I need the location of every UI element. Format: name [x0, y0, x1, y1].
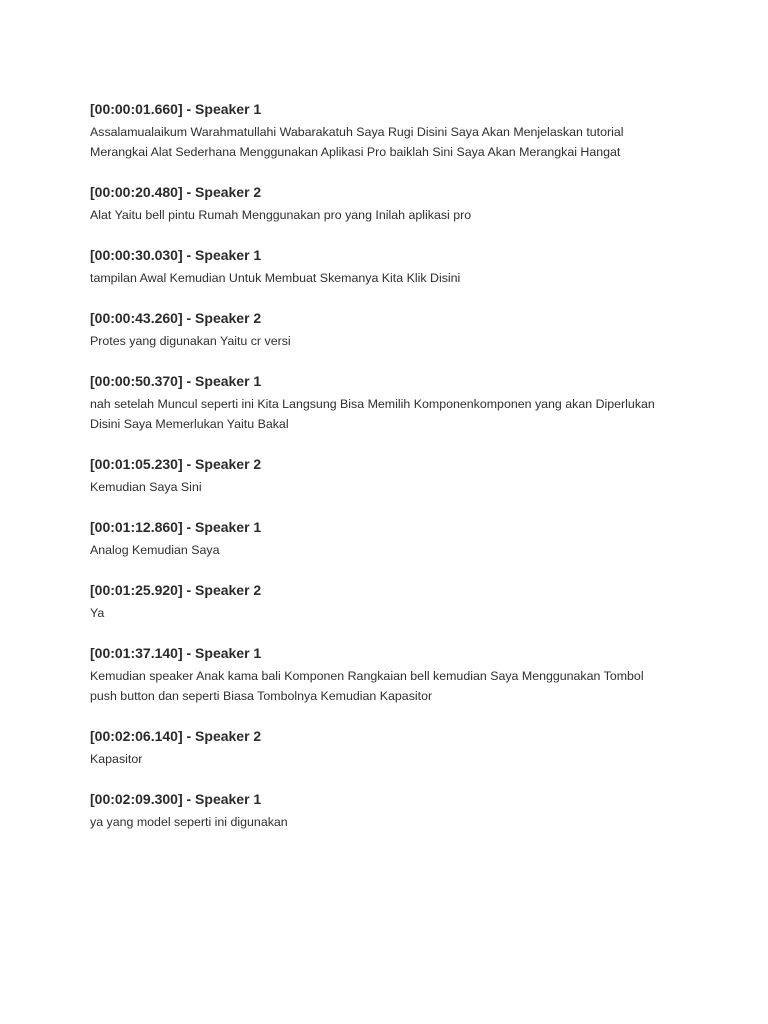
entry-timestamp-speaker: [00:00:20.480] - Speaker 2 [90, 184, 262, 200]
transcript-entry [90, 517, 690, 560]
entry-text-line: Analog Kemudian Saya [90, 543, 220, 557]
entry-text [90, 205, 690, 225]
entry-text [90, 540, 690, 560]
entry-text [90, 268, 690, 288]
entry-timestamp-speaker: [00:02:09.300] - Speaker 1 [90, 791, 262, 807]
entry-text [90, 603, 690, 623]
entry-text-line: Kemudian speaker Anak kama bali Komponen Rangkaian bell kemudian Saya Menggunakan Tombol [90, 669, 644, 683]
transcript-entry [90, 454, 690, 497]
transcript-entry [90, 643, 690, 706]
entry-text-line: nah setelah Muncul seperti ini Kita Langsung Bisa Memilih Komponenkomponen yang akan Diperlukan [90, 397, 655, 411]
transcript-entry [90, 245, 690, 288]
transcript-entry [90, 99, 690, 162]
entry-text [90, 122, 690, 162]
entry-text [90, 331, 690, 351]
entry-text-line: Disini Saya Memerlukan Yaitu Bakal [90, 417, 289, 431]
entry-timestamp-speaker: [00:02:06.140] - Speaker 2 [90, 728, 262, 744]
transcript-entry [90, 371, 690, 434]
entry-text-line: push button dan seperti Biasa Tombolnya Kemudian Kapasitor [90, 689, 433, 703]
entry-text [90, 812, 690, 832]
entry-text-line: Kemudian Saya Sini [90, 480, 202, 494]
entry-text-line: ya yang model seperti ini digunakan [90, 815, 288, 829]
entry-timestamp-speaker: [00:00:50.370] - Speaker 1 [90, 373, 262, 389]
transcript-entry [90, 580, 690, 623]
transcript [90, 99, 690, 852]
entry-text-line: tampilan Awal Kemudian Untuk Membuat Skemanya Kita Klik Disini [90, 271, 461, 285]
entry-timestamp-speaker: [00:01:05.230] - Speaker 2 [90, 456, 262, 472]
entry-text [90, 666, 690, 706]
transcript-entry [90, 726, 690, 769]
entry-timestamp-speaker: [00:00:30.030] - Speaker 1 [90, 247, 262, 263]
entry-text-line: Protes yang digunakan Yaitu cr versi [90, 334, 291, 348]
entry-text [90, 749, 690, 769]
entry-text-line: Alat Yaitu bell pintu Rumah Menggunakan pro yang Inilah aplikasi pro [90, 208, 472, 222]
entry-text-line: Merangkai Alat Sederhana Menggunakan Aplikasi Pro baiklah Sini Saya Akan Merangkai Hangat [90, 145, 621, 159]
entry-timestamp-speaker: [00:01:25.920] - Speaker 2 [90, 582, 262, 598]
transcript-entry [90, 789, 690, 832]
entry-text-line: Kapasitor [90, 752, 143, 766]
entry-text-line: Ya [90, 606, 105, 620]
entry-timestamp-speaker: [00:01:37.140] - Speaker 1 [90, 645, 262, 661]
entry-timestamp-speaker: [00:01:12.860] - Speaker 1 [90, 519, 262, 535]
transcript-entry [90, 308, 690, 351]
entry-text [90, 394, 690, 434]
entry-timestamp-speaker: [00:00:01.660] - Speaker 1 [90, 101, 262, 117]
transcript-entry [90, 182, 690, 225]
entry-text-line: Assalamualaikum Warahmatullahi Wabarakatuh Saya Rugi Disini Saya Akan Menjelaskan tutorial [90, 125, 624, 139]
entry-text [90, 477, 690, 497]
entry-timestamp-speaker: [00:00:43.260] - Speaker 2 [90, 310, 262, 326]
